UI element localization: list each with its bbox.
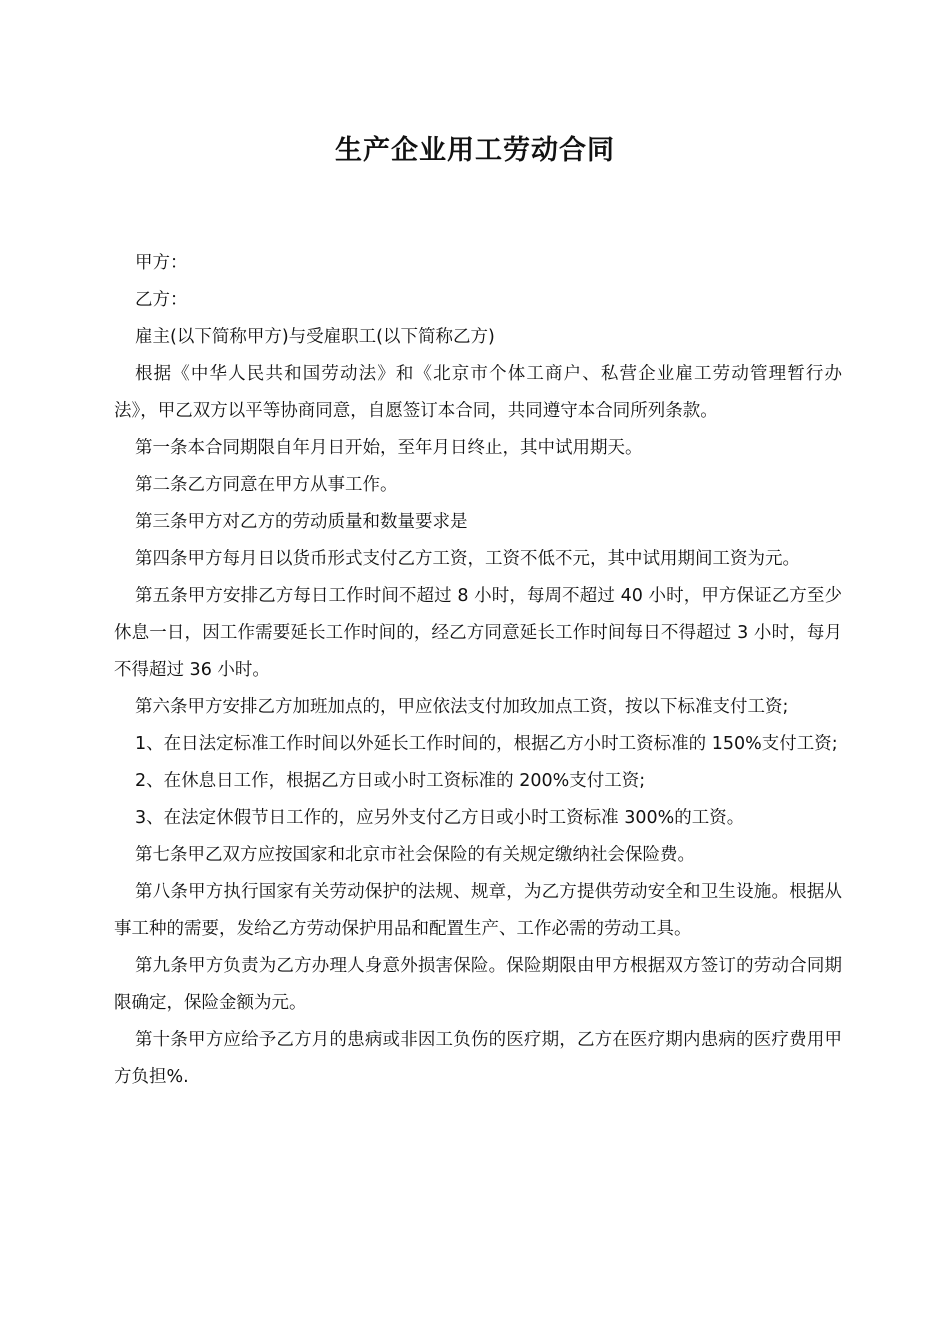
article-6-item-1: 1、在日法定标准工作时间以外延长工作时间的，根据乙方小时工资标准的 150%支付工资; — [135, 734, 838, 754]
article-9: 第九条甲方负责为乙方办理人身意外损害保险。保险期限由甲方根据双方签订的劳动合同期限确定，保险金额为元。 — [114, 956, 842, 1013]
article-4: 第四条甲方每月日以货币形式支付乙方工资，工资不低不元，其中试用期间工资为元。 — [135, 549, 800, 569]
article-6: 第六条甲方安排乙方加班加点的，甲应依法支付加玫加点工资，按以下标准支付工资; — [135, 697, 789, 717]
article-2: 第二条乙方同意在甲方从事工作。 — [135, 475, 398, 495]
contract-body — [114, 245, 842, 1096]
article-3: 第三条甲方对乙方的劳动质量和数量要求是 — [135, 512, 468, 532]
article-7: 第七条甲乙双方应按国家和北京市社会保险的有关规定缴纳社会保险费。 — [135, 845, 695, 865]
party-a-line: 甲方： — [135, 253, 188, 273]
article-8: 第八条甲方执行国家有关劳动保护的法规、规章，为乙方提供劳动安全和卫生设施。根据从事工种的需要，发给乙方劳动保护用品和配置生产、工作必需的劳动工具。 — [114, 882, 842, 939]
article-6-item-2: 2、在休息日工作，根据乙方日或小时工资标准的 200%支付工资; — [135, 771, 646, 791]
article-6-item-3: 3、在法定休假节日工作的，应另外支付乙方日或小时工资标准 300%的工资。 — [135, 808, 745, 828]
article-5: 第五条甲方安排乙方每日工作时间不超过 8 小时，每周不超过 40 小时，甲方保证乙方至少休息一日，因工作需要延长工作时间的，经乙方同意延长工作时间每日不得超过 3 小时，每月不得超过 36 小时。 — [114, 586, 842, 680]
party-b-line: 乙方： — [135, 290, 188, 310]
preamble-paragraph: 根据《中华人民共和国劳动法》和《北京市个体工商户、私营企业雇工劳动管理暂行办法》，甲乙双方以平等协商同意，自愿签订本合同，共同遵守本合同所列条款。 — [114, 364, 842, 421]
article-10: 第十条甲方应给予乙方月的患病或非因工负伤的医疗期，乙方在医疗期内患病的医疗费用甲方负担%. — [114, 1030, 842, 1087]
article-1: 第一条本合同期限自年月日开始，至年月日终止，其中试用期天。 — [135, 438, 643, 458]
contract-title: 生产企业用工劳动合同 — [335, 135, 615, 166]
definition-paragraph: 雇主(以下简称甲方)与受雇职工(以下简称乙方) — [135, 327, 495, 347]
